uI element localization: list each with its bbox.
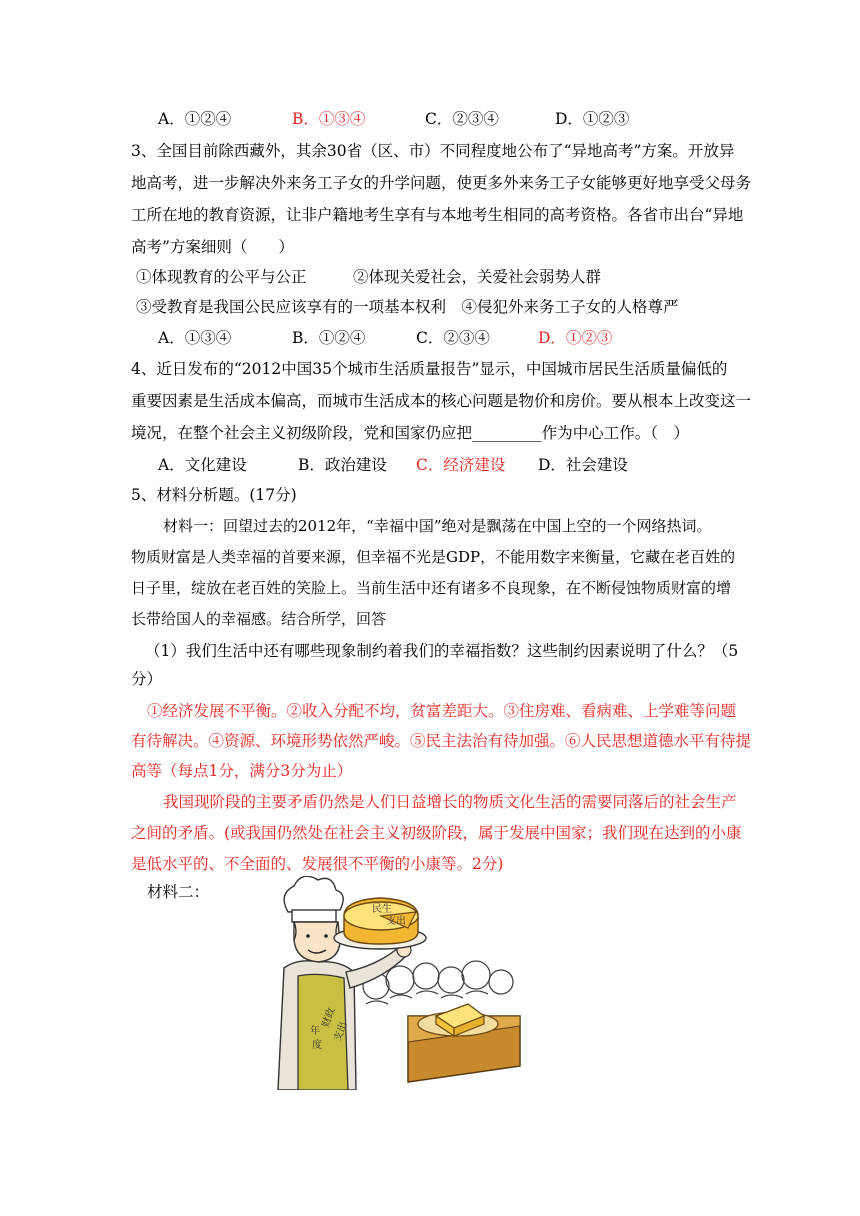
chef-hat [284,876,343,922]
big-cake-text-2: 支出 [386,916,406,927]
answer1-line-1: ①经济发展不平衡。②收入分配不均，贫富差距大。③住房难、看病难、上学难等问题 [147,702,737,720]
q3-stem-line-3: 工所在地的教育资源，让非户籍地考生享有与本地考生相同的高考资格。各省市出台“异地 [131,206,744,224]
q2-option-a: A．①②④ [158,110,232,128]
apron-text-4: 度 [312,1040,322,1051]
q2-option-c: C．②③④ [425,110,499,128]
chef-head [294,922,340,962]
q4-option-b: B．政治建设 [298,456,387,474]
q3-option-a: A．①③④ [158,329,232,347]
q3-statements-1: ①体现教育的公平与公正 ②体现关爱社会，关爱社会弱势人群 [136,268,602,286]
cartoon-illustration [258,876,522,1090]
material2-label: 材料二： [147,883,210,901]
q4-stem-line-3: 境况，在整个社会主义初级阶段，党和国家仍应把_________作为中心工作。（ ） [131,424,690,442]
answer2-line-3: 是低水平的、不全面的、发展很不平衡的小康等。2分) [131,855,504,873]
q3-stem-line-1: 3、全国目前除西藏外，其余30省（区、市）不同程度地公布了“异地高考”方案。开放异 [131,142,735,160]
q2-option-b: B．①③④ [292,110,366,128]
apron-text-3: 年 [310,1026,320,1037]
q3-stem-line-2: 地高考，进一步解决外来务工子女的升学问题，使更多外来务工子女能够更好地享受父母务 [131,174,752,192]
material1-line-4: 长带给国人的幸福感。结合所学，回答 [131,610,387,628]
sub-question-1-line-2: 分） [131,670,163,688]
q5-title: 5、材料分析题。(17分) [131,486,297,504]
answer1-line-3: 高等（每点1分，满分3分为止） [131,762,353,780]
q4-stem-line-2: 重要因素是生活成本偏高，而城市生活成本的核心问题是物价和房价。要从根本上改变这一 [131,392,752,410]
answer2-line-2: 之间的矛盾。(或我国仍然处在社会主义初级阶段，属于发展中国家；我们现在达到的小康 [131,824,742,842]
q2-option-d: D．①②③ [555,110,630,128]
q4-option-a: A．文化建设 [158,456,247,474]
q3-statements-2: ③受教育是我国公民应该享有的一项基本权利 ④侵犯外来务工子女的人格尊严 [136,298,679,316]
answer1-line-2: 有待解决。④资源、环境形势依然严峻。⑤民主法治有待加强。⑥人民思想道德水平有待提 [131,732,752,750]
q4-option-d: D．社会建设 [538,456,628,474]
q3-option-d: D．①②③ [538,329,613,347]
q3-option-c: C．②③④ [416,329,490,347]
apron-text-1: 财政 [320,1006,338,1030]
material1-line-1: 材料一：回望过去的2012年，“幸福中国”绝对是飘荡在中国上空的一个网络热词。 [163,517,712,535]
q4-stem-line-1: 4、近日发布的“2012中国35个城市生活质量报告”显示，中国城市居民生活质量偏低的 [131,360,728,378]
big-cake [344,898,418,944]
material1-line-2: 物质财富是人类幸福的首要来源，但幸福不光是GDP，不能用数字来衡量，它藏在老百姓的 [131,548,736,566]
q3-stem-line-4: 高考”方案细则（ ） [131,238,294,256]
answer2-line-1: 我国现阶段的主要矛盾仍然是人们日益增长的物质文化生活的需要同落后的社会生产 [163,793,737,811]
big-cake-text-1: 民生 [372,904,392,915]
q4-option-c: C．经济建设 [416,456,506,474]
sub-question-1-line-1: （1）我们生活中还有哪些现象制约着我们的幸福指数？这些制约因素说明了什么？（5 [145,642,739,660]
material1-line-3: 日子里，绽放在老百姓的笑脸上。当前生活中还有诸多不良现象，在不断侵蚀物质财富的增 [131,579,732,597]
apron-text-2: 支出 [332,1020,350,1044]
q3-option-b: B．①②④ [292,329,366,347]
